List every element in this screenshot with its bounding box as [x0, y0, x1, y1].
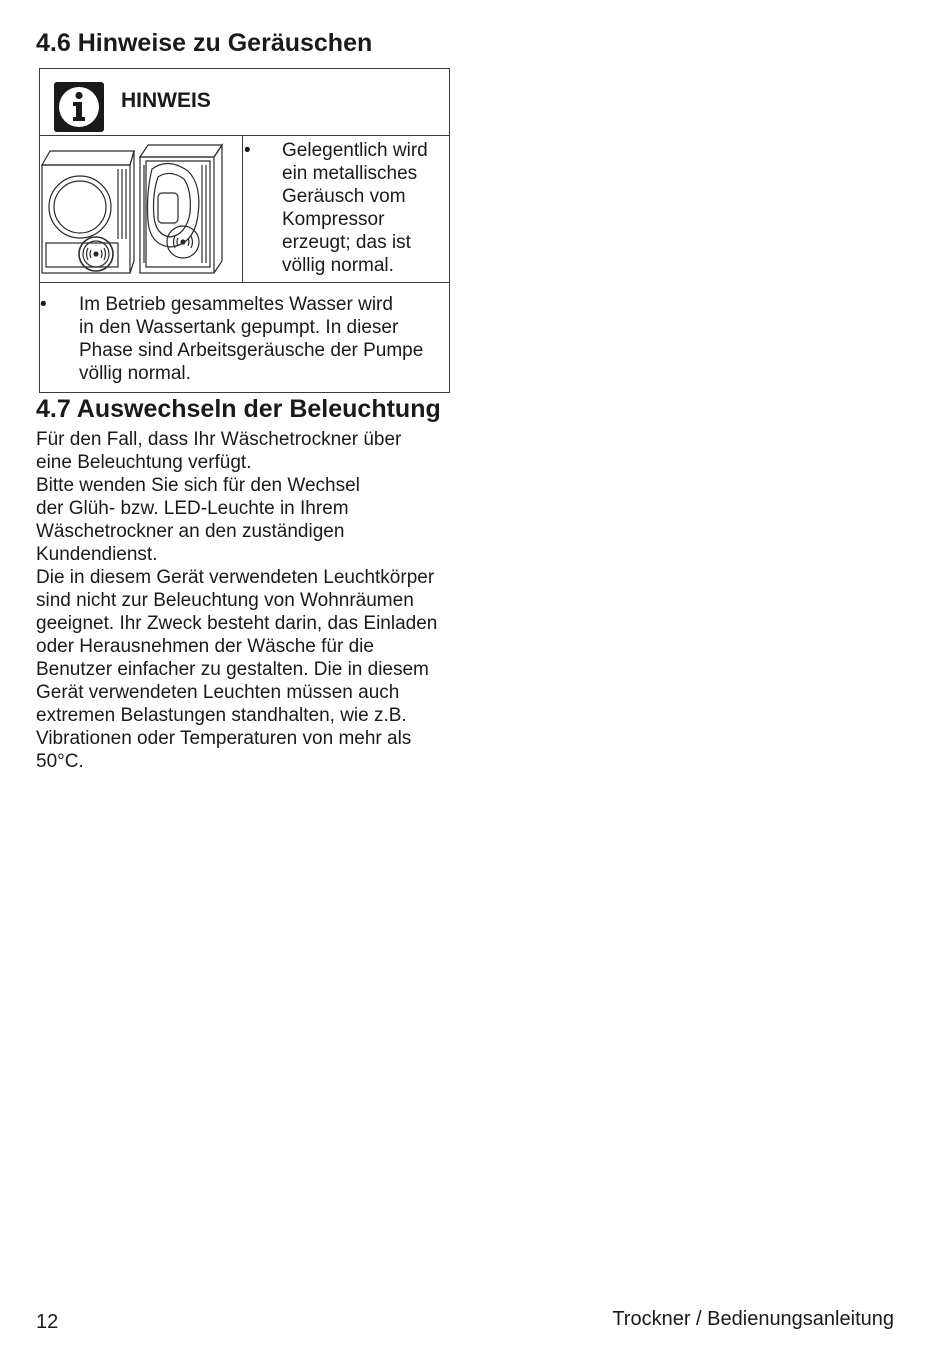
dryer-illustration: [40, 135, 243, 282]
dryer-open-icon: [140, 145, 222, 273]
sound-icon: [79, 237, 113, 271]
section-4-7-body: Für den Fall, dass Ihr Wäschetrockner über eine Beleuchtung verfügt. Bitte wenden Sie sich für den Wechsel der Glüh- bzw. LED-Leuchte in Ihrem Wäschetrockner an den zuständigen Kundendienst. Die in diesem Gerät verwendeten Leuchtkörper sind nicht zur Beleuchtung von Wohnräumen geeignet. Ihr Zweck besteht darin, das Einladen oder Herausnehmen der Wäsche für die Benutzer einfacher zu gestalten. Die in diesem Gerät verwendeten Leuchten müssen auch extremen Belastungen standhalten, wie z.B. Vibrationen oder Temperaturen von mehr als 50°C.: [36, 429, 438, 772]
note-image-row: [40, 135, 449, 283]
bullet-marker: •: [244, 140, 251, 161]
footer-title: Trockner / Bedienungsanleitung: [612, 1308, 894, 1330]
info-icon: [54, 82, 104, 132]
page-number: 12: [36, 1311, 59, 1333]
note-header: [40, 69, 449, 136]
note-bullet-1-text: Gelegentlich wird ein metallisches Geräusch vom Kompressor erzeugt; das ist völlig normal.: [282, 140, 428, 276]
note-bullet-2-text: Im Betrieb gesammeltes Wasser wird in den Wassertank gepumpt. In dieser Phase sind Arbeitsgeräusche der Pumpe völlig normal.: [79, 294, 424, 384]
dryer-front-icon: [42, 151, 135, 273]
note-label: HINWEIS: [121, 89, 211, 112]
section-heading-4-7: 4.7 Auswechseln der Beleuchtung: [36, 395, 441, 423]
section-heading-4-6: 4.6 Hinweise zu Geräuschen: [36, 29, 373, 57]
note-box: [39, 68, 450, 393]
bullet-marker: •: [40, 294, 47, 315]
